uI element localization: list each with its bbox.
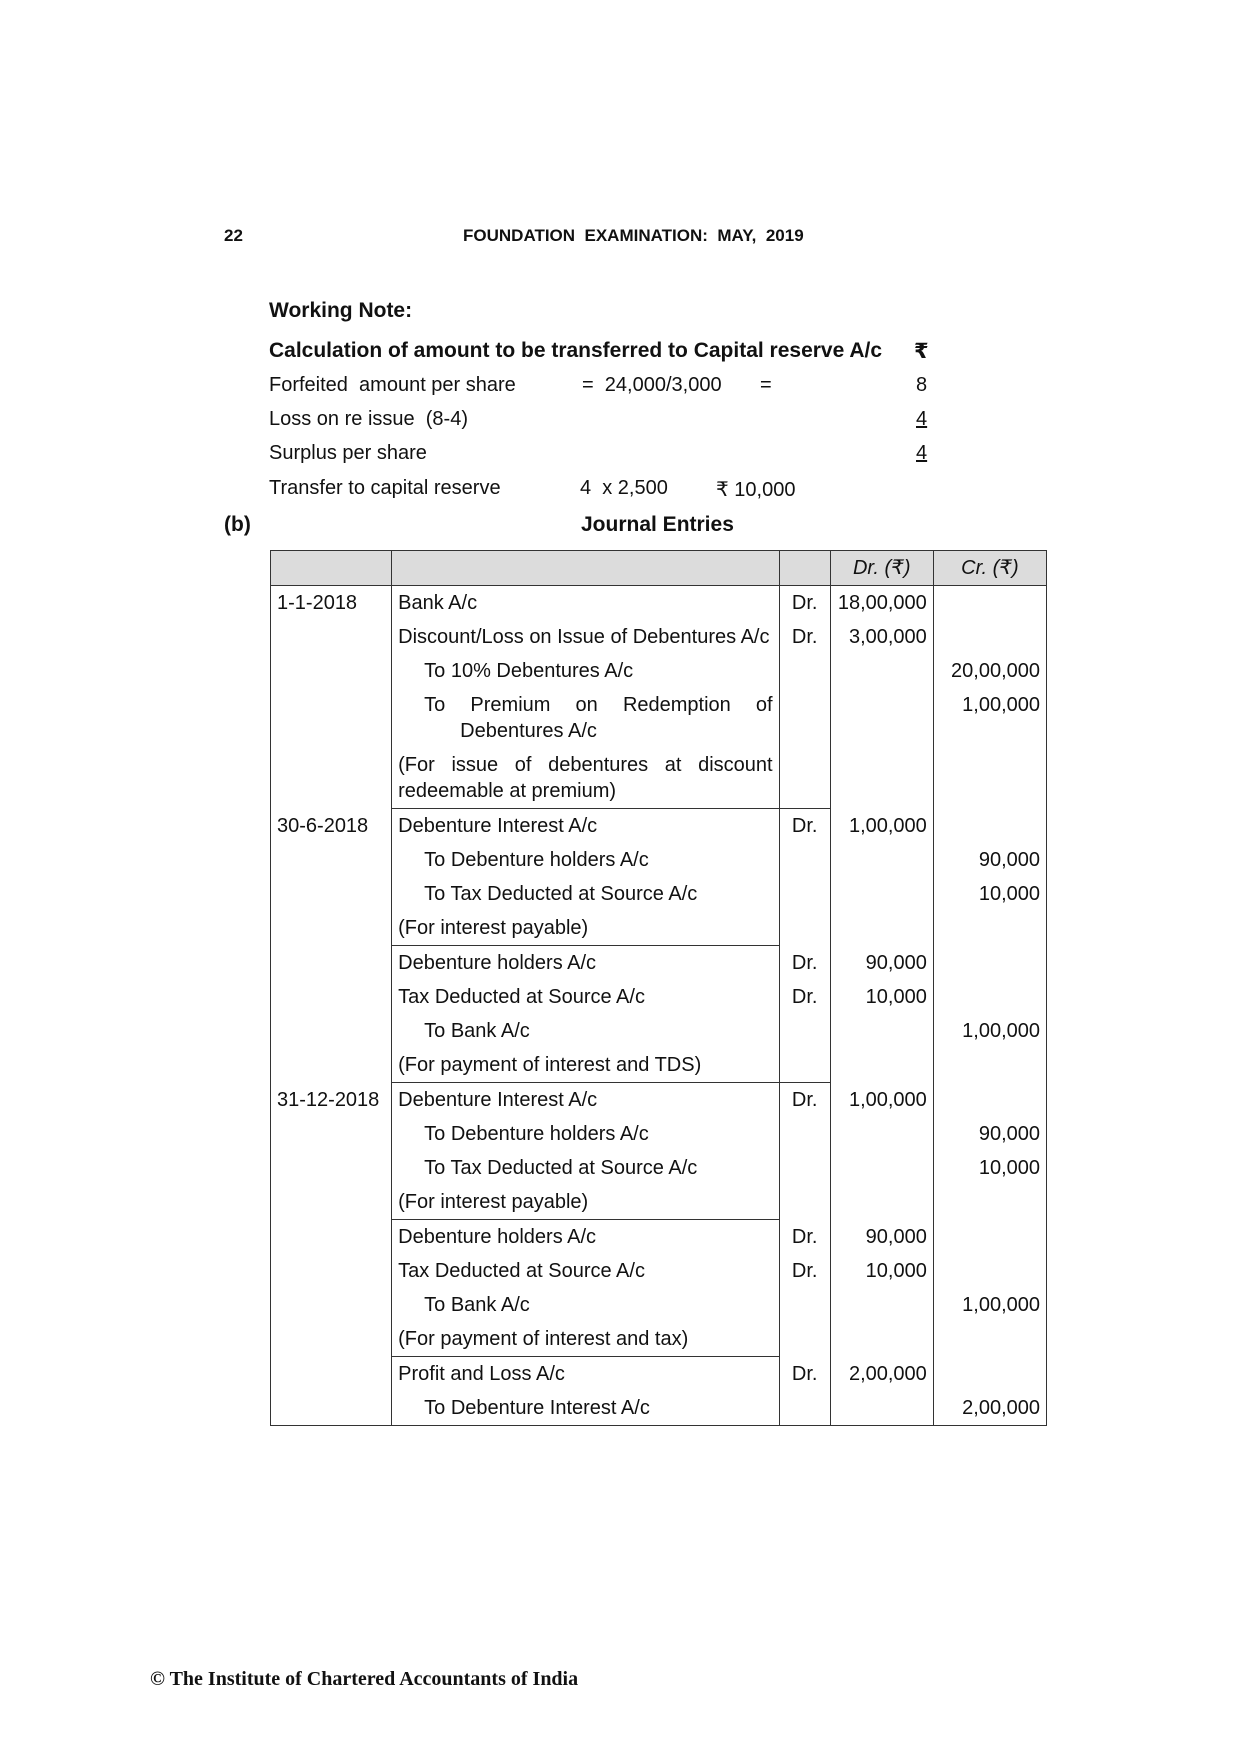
dr-marker: Dr. — [779, 1220, 830, 1255]
particulars: Tax Deducted at Source A/c — [392, 980, 779, 1014]
particulars: To 10% Debentures A/c — [424, 660, 634, 682]
particulars: Discount/Loss on Issue of Debentures A/c — [392, 620, 779, 654]
particulars: To Bank A/c — [424, 1294, 530, 1316]
table-row — [271, 1185, 1047, 1220]
dr-column-header: Dr. (₹) — [830, 551, 933, 586]
table-row — [271, 911, 1047, 946]
dr-amount: 90,000 — [830, 1220, 933, 1255]
dr-marker: Dr. — [779, 946, 830, 981]
particulars: Profit and Loss A/c — [392, 1357, 779, 1392]
table-row — [271, 946, 1047, 981]
narration: (For interest payable) — [392, 911, 779, 946]
wn-formula: = 24,000/3,000 — [582, 374, 722, 396]
dr-marker: Dr. — [779, 586, 830, 621]
cr-amount: 20,00,000 — [933, 654, 1046, 688]
table-row — [271, 748, 1047, 809]
page-title: FOUNDATION EXAMINATION: MAY, 2019 — [463, 226, 804, 245]
table-row — [271, 877, 1047, 911]
dr-marker: Dr. — [779, 980, 830, 1014]
wn-label: Forfeited amount per share — [269, 374, 516, 396]
particulars: To Tax Deducted at Source A/c — [424, 1157, 698, 1179]
cr-amount: 90,000 — [933, 843, 1046, 877]
entry-date — [271, 946, 392, 981]
dr-marker: Dr. — [779, 1357, 830, 1392]
particulars: To Debenture holders A/c — [424, 849, 649, 871]
table-row — [271, 1254, 1047, 1288]
particulars: To Debenture Interest A/c — [424, 1397, 650, 1419]
dr-amount: 3,00,000 — [830, 620, 933, 654]
dr-marker: Dr. — [779, 1254, 830, 1288]
footer-copyright: © The Institute of Chartered Accountants of India — [150, 1668, 579, 1690]
dr-marker: Dr. — [779, 809, 830, 844]
particulars: Tax Deducted at Source A/c — [392, 1254, 779, 1288]
particulars: Debenture Interest A/c — [392, 1083, 779, 1118]
particulars: To Debenture holders A/c — [424, 1123, 649, 1145]
journal-table — [270, 550, 1047, 1426]
wn-formula: 4 x 2,500 — [580, 477, 668, 499]
table-row — [271, 586, 1047, 621]
entry-date — [271, 1220, 392, 1255]
cr-amount: 1,00,000 — [933, 688, 1046, 748]
wn-label: Transfer to capital reserve — [269, 477, 501, 499]
table-row — [271, 1083, 1047, 1118]
table-row — [271, 1288, 1047, 1322]
cr-amount: 1,00,000 — [933, 1288, 1046, 1322]
wn-value: 8 — [916, 374, 928, 396]
wn-eq: ₹ 10,000 — [716, 479, 796, 501]
cr-amount: 1,00,000 — [933, 1014, 1046, 1048]
table-row — [271, 843, 1047, 877]
narration: (For payment of interest and TDS) — [392, 1048, 779, 1083]
table-row — [271, 1151, 1047, 1185]
particulars: Debenture holders A/c — [392, 1220, 779, 1255]
cr-amount: 90,000 — [933, 1117, 1046, 1151]
narration: (For payment of interest and tax) — [392, 1322, 779, 1357]
working-note-heading: Working Note: — [269, 299, 413, 322]
wn-label: Loss on re issue (8-4) — [269, 408, 468, 430]
table-row — [271, 1357, 1047, 1392]
currency-symbol: ₹ — [914, 340, 929, 363]
table-row — [271, 1117, 1047, 1151]
entry-date: 1-1-2018 — [271, 586, 392, 621]
calc-title: Calculation of amount to be transferred to Capital reserve A/c — [269, 339, 883, 362]
table-row — [271, 1220, 1047, 1255]
dr-amount: 10,000 — [830, 980, 933, 1014]
table-row — [271, 1048, 1047, 1083]
cr-amount — [933, 586, 1046, 621]
cr-amount: 10,000 — [933, 877, 1046, 911]
dr-amount: 90,000 — [830, 946, 933, 981]
table-row — [271, 688, 1047, 748]
table-row — [271, 620, 1047, 654]
dr-marker: Dr. — [779, 620, 830, 654]
journal-title: Journal Entries — [581, 513, 734, 536]
narration: (For issue of debentures at discount — [398, 754, 773, 776]
entry-date — [271, 1357, 392, 1392]
dr-amount: 18,00,000 — [830, 586, 933, 621]
table-row — [271, 980, 1047, 1014]
table-row — [271, 654, 1047, 688]
table-header — [271, 551, 1047, 586]
wn-label: Surplus per share — [269, 442, 427, 464]
dr-amount: 1,00,000 — [830, 1083, 933, 1118]
cr-amount: 10,000 — [933, 1151, 1046, 1185]
table-row — [271, 1391, 1047, 1426]
table-row — [271, 1014, 1047, 1048]
wn-value: 4 — [916, 408, 928, 430]
dr-amount: 10,000 — [830, 1254, 933, 1288]
table-row — [271, 1322, 1047, 1357]
dr-marker: Dr. — [779, 1083, 830, 1118]
wn-value: 4 — [916, 442, 928, 464]
particulars: To Premium on Redemption of — [424, 694, 773, 716]
table-row — [271, 809, 1047, 844]
cr-amount: 2,00,000 — [933, 1391, 1046, 1426]
narration: (For interest payable) — [392, 1185, 779, 1220]
cr-column-header: Cr. (₹) — [933, 551, 1046, 586]
page-number: 22 — [224, 226, 243, 245]
particulars: To Tax Deducted at Source A/c — [424, 883, 698, 905]
dr-amount: 2,00,000 — [830, 1357, 933, 1392]
particulars-cont: Debentures A/c — [460, 720, 597, 742]
cr-amount — [933, 620, 1046, 654]
wn-eq: = — [760, 374, 772, 396]
entry-date: 31-12-2018 — [271, 1083, 392, 1118]
dr-amount: 1,00,000 — [830, 809, 933, 844]
entry-date: 30-6-2018 — [271, 809, 392, 844]
narration-cont: redeemable at premium) — [398, 780, 617, 802]
particulars: Bank A/c — [392, 586, 779, 621]
section-label: (b) — [224, 513, 251, 536]
particulars: To Bank A/c — [424, 1020, 530, 1042]
particulars: Debenture holders A/c — [392, 946, 779, 981]
particulars: Debenture Interest A/c — [392, 809, 779, 844]
